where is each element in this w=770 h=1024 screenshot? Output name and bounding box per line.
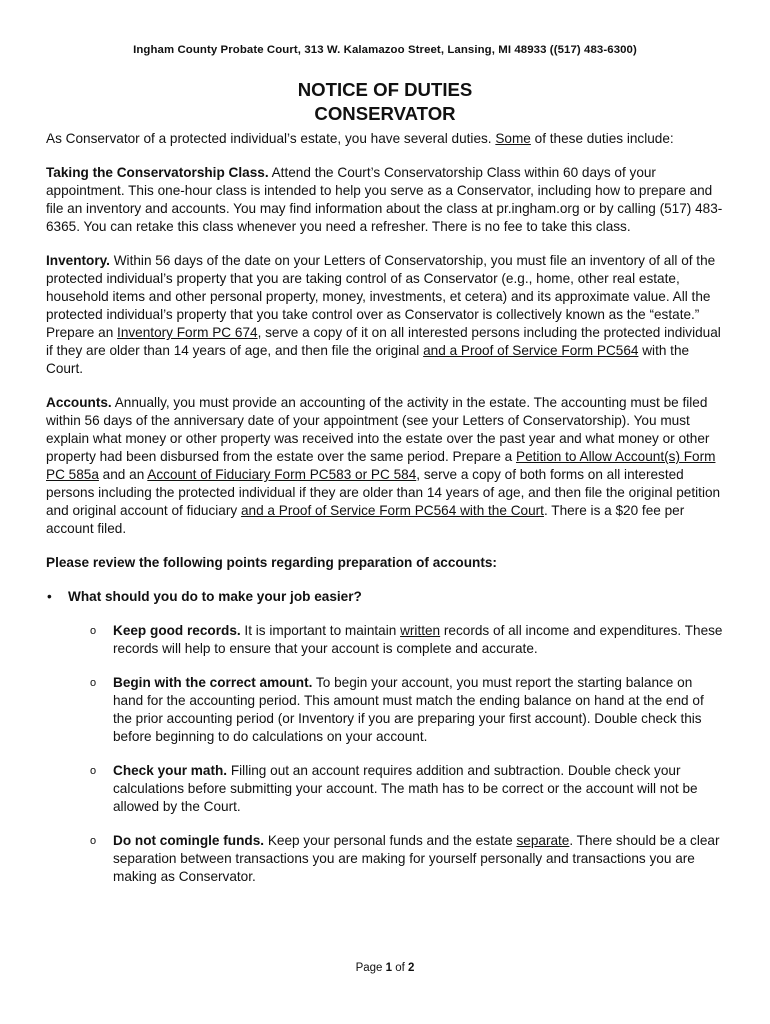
accounts-proof-link[interactable]: and a Proof of Service Form PC564 with the Court	[240, 503, 544, 518]
title-line-2: CONSERVATOR	[314, 103, 456, 124]
sub-item-comingle	[46, 832, 724, 886]
class-paragraph	[46, 164, 724, 236]
class-heading: Taking the Conservatorship Class.	[46, 165, 269, 180]
accounts-body-d: . There is a $20 fee per account filed.	[46, 503, 685, 536]
sub-item-underlined: separate	[516, 833, 570, 848]
page-current: 1	[385, 962, 393, 974]
inventory-proof-link[interactable]: and a Proof of Service Form PC564	[423, 343, 639, 358]
sub-item-text-a: To begin your account, you must report the starting balance on hand for the accounting period. This amount must match the ending balance on hand at the end of the prior accounting period (or Inventory if you are preparing your first account). Double check this before beginning to do calculations on your account.	[113, 675, 704, 744]
intro-paragraph	[46, 130, 724, 148]
sub-item-heading: Do not comingle funds.	[113, 833, 265, 848]
intro-text-b: of these duties include:	[530, 131, 674, 146]
page-word: Page	[355, 962, 383, 974]
class-body: Attend the Court’s Conservatorship Class within 60 days of your appointment. This one-hour class is intended to help you serve as a Conservator, including how to prepare and file an inventory and accounts. You may find information about the class at pr.ingham.org or by calling (517) 483-6365. You can retake this class whenever you need a refresher. There is no fee to take this class.	[46, 165, 723, 234]
sub-item-heading: Begin with the correct amount.	[113, 675, 313, 690]
page-total: 2	[408, 962, 415, 974]
inventory-body-b: , serve a copy of it on all interested persons including the protected individual if they are older than 14 years of age, and then file the original	[46, 325, 721, 358]
accounts-body-b: and an	[98, 467, 148, 482]
intro-text-a: As Conservator of a protected individual’s estate, you have several duties.	[46, 131, 496, 146]
sub-item-text-a: Keep your personal funds and the estate	[264, 833, 517, 848]
inventory-heading: Inventory.	[46, 253, 110, 268]
bullet-question: What should you do to make your job easier?	[68, 589, 362, 604]
circle-bullet-icon: o	[90, 625, 97, 637]
circle-bullet-icon: o	[90, 677, 97, 689]
fiduciary-form-link[interactable]: Account of Fiduciary Form PC583 or PC 584	[147, 467, 417, 482]
inventory-paragraph	[46, 252, 724, 378]
title-line-1: NOTICE OF DUTIES	[297, 79, 473, 100]
accounts-paragraph	[46, 394, 724, 538]
page-of: of	[395, 962, 405, 974]
review-heading: Please review the following points regarding preparation of accounts:	[46, 555, 497, 570]
accounts-body-a: Annually, you must provide an accounting of the activity in the estate. The accounting must be filed within 56 days of the anniversary date of your appointment (see your Letters of Conservatorship). You must explain what money or other property was received into the estate over the past year and what money or other property had been disbursed from the estate over the same period. Prepare a	[46, 395, 710, 464]
sub-item-amount	[46, 674, 724, 746]
inventory-form-link[interactable]: Inventory Form PC 674	[117, 325, 258, 340]
petition-form-link[interactable]: Petition to Allow Account(s) Form PC 585a	[46, 449, 716, 482]
bullet-item	[46, 588, 724, 606]
sub-item-underlined: written	[400, 623, 441, 638]
bullet-dot-icon: •	[47, 589, 52, 604]
accounts-heading: Accounts.	[46, 395, 112, 410]
circle-bullet-icon: o	[90, 765, 97, 777]
page-number	[0, 962, 770, 974]
inventory-body-a: Within 56 days of the date on your Letters of Conservatorship, you must file an inventory of all of the protected individual’s property that you are taking control of as Conservator (e.g., home, other real estate, household items and other personal property, money, investments, et cetera) and its approximate value. All the protected individual’s property that you take control over as Conservator is collectively known as the “estate.” Prepare an	[46, 253, 716, 340]
sub-item-text-a: Filling out an account requires addition and subtraction. Double check your calculations before submitting your account. The math has to be correct or the account will not be allowed by the Court.	[113, 763, 698, 814]
sub-item-text-a: It is important to maintain	[240, 623, 401, 638]
sub-item-records	[46, 622, 724, 658]
sub-item-heading: Check your math.	[113, 763, 228, 778]
sub-item-math	[46, 762, 724, 816]
accounts-body-c: , serve a copy of both forms on all interested persons including the protected individual if they are older than 14 years of age, and then file the original petition and original account of fiduciary	[46, 467, 721, 518]
document-title	[46, 78, 724, 126]
inventory-body-c: with the Court.	[46, 343, 690, 376]
intro-some: Some	[495, 131, 531, 146]
circle-bullet-icon: o	[90, 835, 97, 847]
sub-item-text-b: records of all income and expenditures. These records will help to ensure that your account is complete and accurate.	[113, 623, 723, 656]
court-header: Ingham County Probate Court, 313 W. Kalamazoo Street, Lansing, MI 48933 ((517) 483-6300)	[133, 44, 637, 56]
sub-item-heading: Keep good records.	[113, 623, 241, 638]
sub-item-text-b: . There should be a clear separation between transactions you are making for yourself personally and transactions you are making as Conservator.	[113, 833, 720, 884]
